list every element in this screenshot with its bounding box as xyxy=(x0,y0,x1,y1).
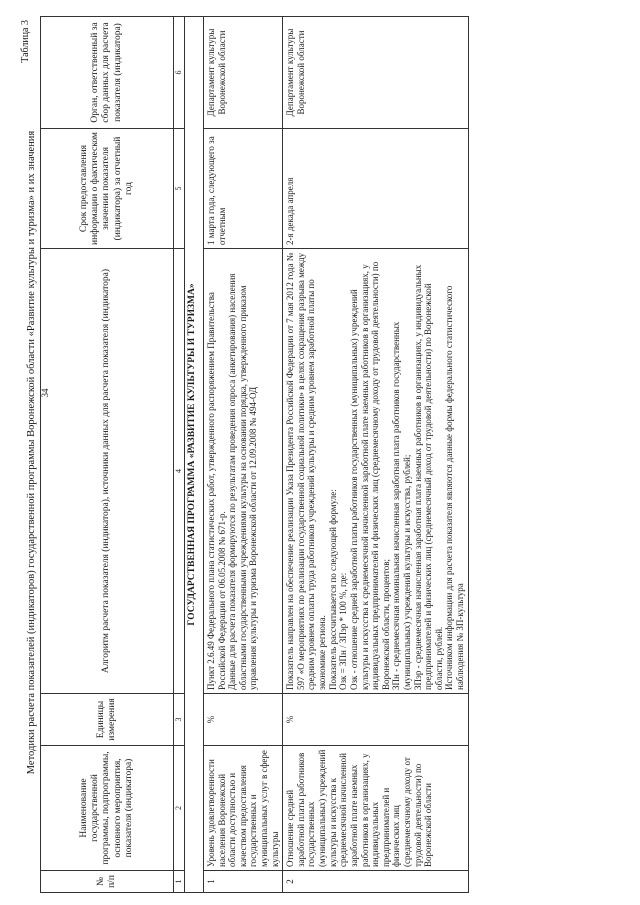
header-unit: Единицы измерения xyxy=(41,694,174,746)
indicator-name: Уровень удовлетворенности населения Воронежской области доступностью и качеством предоставления государственных и муниципальных услуг в сфере культуры xyxy=(204,746,283,871)
algorithm-cell xyxy=(283,249,468,694)
document-title: Методики расчета показателей (индикаторов) государственной программы Воронежской области «Развитие культуры и туризма» и их значения xyxy=(26,130,37,775)
column-number: 6 xyxy=(174,17,185,129)
section-row xyxy=(185,17,204,893)
algorithm-line: ЗПэр - среднемесячная начисленная заработная плата наемных работников в организациях, у индивидуальных предпринимателей и физических лиц (среднемесячный доход от трудовой деятельности) по Воронежской области, рублей. xyxy=(412,264,444,690)
column-number: 1 xyxy=(174,871,185,893)
algorithm-line: Показатель направлен на обеспечение реализации Указа Президента Российской Федерации от 7 мая 2012 года № 597 «О мероприятиях по реализации государственной социальной политики» в целях сокращения разрыва между средним уровнем оплаты труда работников учреждений культуры и средним уровнем заработной платы по экономике региона. xyxy=(285,252,328,690)
table-row xyxy=(204,17,283,893)
header-name: Наименование государственной программы, подпрограммы, основного мероприятия, показателя (индикатора) xyxy=(41,746,174,871)
responsible-organ: Департамент культуры Воронежской области xyxy=(204,17,283,129)
algorithm-line: Озк - отношение средней заработной платы работников государственных (муниципальных) учреждений культуры и искусства к среднемесячной начисленной заработной плате наемных работников в организациях, у индивидуальных предпринимателей и физических лиц (среднемесячному доходу от трудовой деятельности) по Воронежской области, процентов; xyxy=(348,261,391,690)
column-number: 3 xyxy=(174,694,185,746)
table-row xyxy=(283,17,468,893)
unit: % xyxy=(204,694,283,746)
section-title: ГОСУДАРСТВЕННАЯ ПРОГРАММА «РАЗВИТИЕ КУЛЬТУРЫ И ТУРИЗМА» xyxy=(185,17,204,893)
responsible-organ: Департамент культуры Воронежской области xyxy=(283,17,468,129)
header-algorithm: Алгоритм расчета показателя (индикатора), источники данных для расчета показателя (индикатора) xyxy=(41,249,174,694)
column-number: 5 xyxy=(174,129,185,249)
algorithm-line: Источником информации для расчета показателя являются данные формы федерального статистического наблюдения № ЗП-культура xyxy=(444,285,466,690)
page-number: 34 xyxy=(40,388,50,398)
table-label: Таблица 3 xyxy=(20,20,31,63)
row-number: 2 xyxy=(283,871,468,893)
header-row xyxy=(41,17,174,893)
deadline: 2-я декада апреля xyxy=(283,129,468,249)
header-num: № п/п xyxy=(41,871,174,893)
indicators-table xyxy=(40,16,469,893)
unit: % xyxy=(283,694,468,746)
deadline: 1 марта года, следующего за отчетным xyxy=(204,129,283,249)
algorithm-line: Пункт 2.6.49 Федерального плана статистических работ, утвержденного распоряжением Правительства Российской Федерации от 06.05.2008 № 671-р. xyxy=(206,292,227,690)
column-numbering-row xyxy=(174,17,185,893)
algorithm-line: Показатель рассчитывается по следующей формуле: xyxy=(327,489,338,690)
algorithm-cell xyxy=(204,249,283,694)
algorithm-line: Озк = ЗПн / ЗПэр * 100 %, где: xyxy=(338,572,349,690)
indicator-name: Отношение средней заработной платы работников государственных (муниципальных) учреждений культуры и искусства к среднемесячной начисленной заработной плате наемных работников в организациях, у индивидуальных предпринимателей и физических лиц (среднемесячному доходу от трудовой деятельности) по Воронежской области xyxy=(283,746,468,871)
header-organ: Орган, ответственный за сбор данных для расчета показателя (индикатора) xyxy=(41,17,174,129)
row-number: 1 xyxy=(204,871,283,893)
algorithm-line: ЗПн - среднемесячная номинальная начисленная заработная плата работников государственных (муниципальных) учреждений культуры и искусства, рублей; xyxy=(391,321,412,690)
header-deadline: Срок предоставления информации о фактическом значении показателя (индикатора) за отчетный год xyxy=(41,129,174,249)
column-number: 2 xyxy=(174,746,185,871)
algorithm-line: Данные для расчета показателя формируются по результатам проведения опроса (анкетирования) населения областными государственными учреждениями культуры на основании порядка, утвержденного приказом управления культуры и туризма Воронежской области от 12.09.2008 № 494-ОД xyxy=(227,273,259,690)
column-number: 4 xyxy=(174,249,185,694)
